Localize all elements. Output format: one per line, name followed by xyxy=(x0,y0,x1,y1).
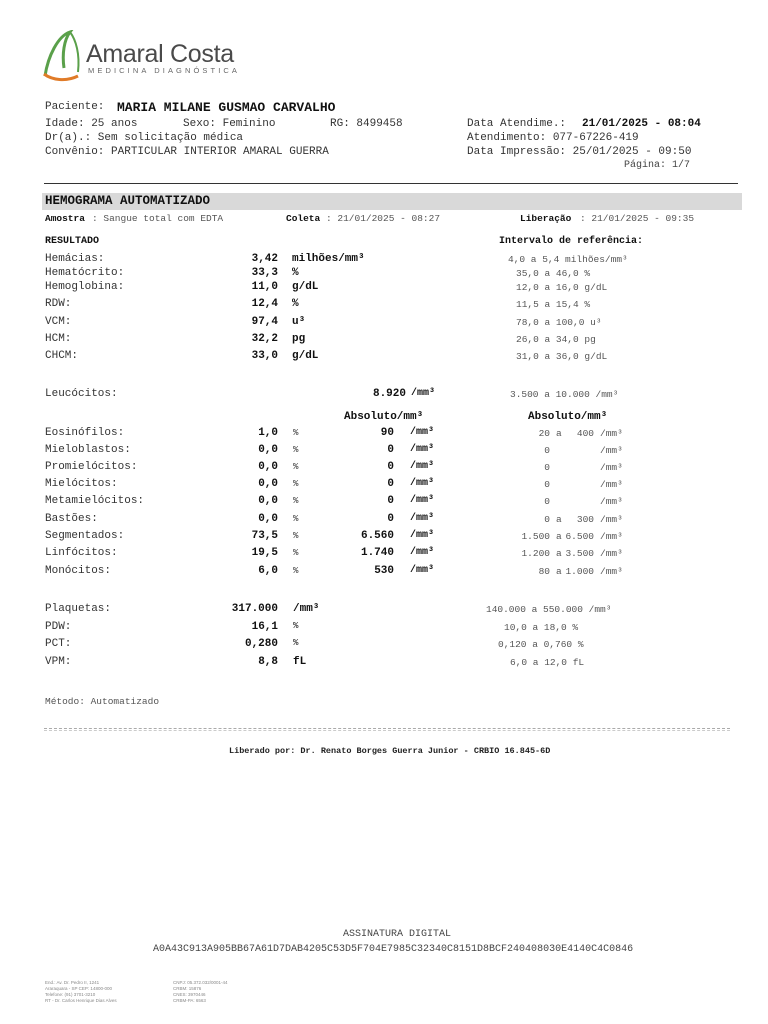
white-series-absolute-unit: /mm³ xyxy=(410,530,435,541)
platelet-unit: % xyxy=(293,621,299,631)
red-series-reference: 11,5 a 15,4 % xyxy=(516,299,591,310)
white-series-reference-min: 0 xyxy=(544,445,550,456)
white-series-reference-sep: a xyxy=(556,514,562,525)
platelet-value: 16,1 xyxy=(251,621,278,633)
white-series-reference-min: 1.500 xyxy=(521,531,550,542)
exam-title: HEMOGRAMA AUTOMATIZADO xyxy=(45,194,211,208)
section-divider xyxy=(44,728,730,729)
red-series-reference: 31,0 a 36,0 g/dL xyxy=(516,351,608,362)
white-series-reference-sep: a xyxy=(556,428,562,439)
white-series-absolute: 1.740 xyxy=(360,547,394,559)
white-series-reference-max: 300 xyxy=(576,514,594,525)
red-series-unit: u³ xyxy=(292,316,306,328)
result-header: RESULTADO xyxy=(45,236,100,247)
white-series-percent-unit: % xyxy=(293,445,299,455)
white-series-percent: 0,0 xyxy=(258,478,278,490)
white-series-reference-min: 80 xyxy=(538,566,550,577)
red-series-unit: pg xyxy=(292,333,306,345)
white-series-percent-unit: % xyxy=(293,566,299,576)
red-series-reference: 12,0 a 16,0 g/dL xyxy=(516,282,608,293)
white-series-percent: 0,0 xyxy=(258,495,278,507)
absolute-header: Absoluto/mm³ xyxy=(344,411,424,423)
white-series-percent: 19,5 xyxy=(251,547,278,559)
white-series-absolute-unit: /mm³ xyxy=(410,427,435,438)
white-series-absolute-unit: /mm³ xyxy=(410,461,435,472)
collect-value: : 21/01/2025 - 08:27 xyxy=(326,213,441,224)
white-series-percent-unit: % xyxy=(293,496,299,506)
white-series-reference-min: 0 xyxy=(544,496,550,507)
white-series-percent: 0,0 xyxy=(258,461,278,473)
footer-address: End.: Av. Dr. Pedro II, 1241 Araraquara - SP CEP: 14800-000 Telefone: (91) 3701-3210 RT - Dr. Carlos Henrique Dias Alves xyxy=(45,980,117,1003)
red-series-reference: 4,0 a 5,4 milhões/mm³ xyxy=(508,254,628,265)
white-series-reference-min: 20 xyxy=(538,428,550,439)
patient-label: Paciente: xyxy=(45,101,105,113)
platelet-unit: /mm³ xyxy=(293,603,320,615)
white-series-absolute-unit: /mm³ xyxy=(410,547,435,558)
leukocytes-reference: 3.500 a 10.000 /mm³ xyxy=(510,389,619,400)
release-label: Liberação xyxy=(520,213,572,224)
platelet-reference: 6,0 a 12,0 fL xyxy=(510,657,585,668)
white-series-absolute: 0 xyxy=(387,513,394,525)
leukocytes-label: Leucócitos: xyxy=(45,388,118,400)
red-series-value: 33,3 xyxy=(251,267,278,279)
white-series-label: Segmentados: xyxy=(45,530,125,542)
red-series-value: 12,4 xyxy=(251,298,278,310)
platelet-value: 0,280 xyxy=(244,638,278,650)
method-text: Método: Automatizado xyxy=(45,696,160,707)
white-series-reference-max: 6.500 xyxy=(565,531,594,542)
white-series-percent: 0,0 xyxy=(258,444,278,456)
white-series-percent-unit: % xyxy=(293,428,299,438)
white-series-absolute-unit: /mm³ xyxy=(410,495,435,506)
attendance-number: Atendimento: 077-67226-419 xyxy=(467,132,639,144)
platelet-reference: 0,120 a 0,760 % xyxy=(498,639,584,650)
patient-rg: RG: 8499458 xyxy=(330,118,403,130)
white-series-absolute-unit: /mm³ xyxy=(410,565,435,576)
white-series-absolute: 0 xyxy=(387,461,394,473)
reference-absolute-header: Absoluto/mm³ xyxy=(528,411,608,423)
red-series-value: 33,0 xyxy=(251,350,278,362)
red-series-label: CHCM: xyxy=(45,350,79,362)
attendance-date-label: Data Atendime.: xyxy=(467,118,567,130)
white-series-percent-unit: % xyxy=(293,548,299,558)
white-series-absolute: 0 xyxy=(387,478,394,490)
red-series-label: Hematócrito: xyxy=(45,267,125,279)
white-series-reference-min: 0 xyxy=(544,514,550,525)
white-series-reference-min: 0 xyxy=(544,462,550,473)
patient-insurance: Convênio: PARTICULAR INTERIOR AMARAL GUERRA xyxy=(45,146,329,158)
white-series-reference-sep: a xyxy=(556,531,562,542)
white-series-absolute: 530 xyxy=(374,565,394,577)
white-series-reference-max: 3.500 xyxy=(565,548,594,559)
platelet-reference: 10,0 a 18,0 % xyxy=(504,622,579,633)
patient-doctor: Dr(a).: Sem solicitação médica xyxy=(45,132,244,144)
white-series-label: Mieloblastos: xyxy=(45,444,131,456)
white-series-absolute-unit: /mm³ xyxy=(410,478,435,489)
sample-value: : Sangue total com EDTA xyxy=(92,213,224,224)
white-series-reference-unit: /mm³ xyxy=(600,496,623,507)
white-series-label: Metamielócitos: xyxy=(45,495,145,507)
platelet-reference: 140.000 a 550.000 /mm³ xyxy=(486,604,612,615)
white-series-label: Monócitos: xyxy=(45,565,112,577)
white-series-absolute: 0 xyxy=(387,444,394,456)
white-series-reference-sep: a xyxy=(556,566,562,577)
platelet-label: PCT: xyxy=(45,638,72,650)
red-series-reference: 35,0 a 46,0 % xyxy=(516,268,591,279)
white-series-reference-min: 0 xyxy=(544,479,550,490)
release-value: : 21/01/2025 - 09:35 xyxy=(580,213,695,224)
white-series-label: Linfócitos: xyxy=(45,547,118,559)
platelet-value: 317.000 xyxy=(231,603,278,615)
red-series-unit: g/dL xyxy=(292,281,319,293)
white-series-percent: 1,0 xyxy=(258,427,278,439)
red-series-label: RDW: xyxy=(45,298,72,310)
white-series-reference-unit: /mm³ xyxy=(600,479,623,490)
reference-header: Intervalo de referência: xyxy=(499,236,644,247)
white-series-label: Eosinófilos: xyxy=(45,427,125,439)
platelet-unit: % xyxy=(293,638,299,648)
white-series-label: Promielócitos: xyxy=(45,461,138,473)
red-series-unit: g/dL xyxy=(292,350,319,362)
red-series-value: 32,2 xyxy=(251,333,278,345)
white-series-percent-unit: % xyxy=(293,479,299,489)
red-series-value: 97,4 xyxy=(251,316,278,328)
red-series-label: Hemácias: xyxy=(45,253,105,265)
red-series-unit: % xyxy=(292,267,299,279)
platelet-value: 8,8 xyxy=(258,656,278,668)
white-series-reference-unit: /mm³ xyxy=(600,566,623,577)
white-series-label: Mielócitos: xyxy=(45,478,118,490)
white-series-absolute: 6.560 xyxy=(360,530,394,542)
platelet-label: Plaquetas: xyxy=(45,603,112,615)
white-series-absolute-unit: /mm³ xyxy=(410,513,435,524)
white-series-reference-sep: a xyxy=(556,548,562,559)
print-date: Data Impressão: 25/01/2025 - 09:50 xyxy=(467,146,692,158)
header-divider xyxy=(44,183,738,184)
red-series-value: 3,42 xyxy=(251,253,278,265)
red-series-label: VCM: xyxy=(45,316,72,328)
red-series-label: HCM: xyxy=(45,333,72,345)
white-series-absolute: 90 xyxy=(380,427,394,439)
patient-sex: Sexo: Feminino xyxy=(183,118,276,130)
white-series-absolute: 0 xyxy=(387,495,394,507)
footer-registrations: CNPJ: 05.372.032/0001-44 CRBM: 15876 CNES: 3970446 CRBM-PA: 6563 xyxy=(173,980,228,1003)
white-series-reference-unit: /mm³ xyxy=(600,428,623,439)
white-series-percent-unit: % xyxy=(293,531,299,541)
white-series-absolute-unit: /mm³ xyxy=(410,444,435,455)
patient-name: MARIA MILANE GUSMAO CARVALHO xyxy=(117,100,336,115)
page-number: Página: 1/7 xyxy=(624,160,691,171)
white-series-reference-unit: /mm³ xyxy=(600,531,623,542)
white-series-percent-unit: % xyxy=(293,514,299,524)
white-series-reference-unit: /mm³ xyxy=(600,445,623,456)
platelet-unit: fL xyxy=(293,656,307,668)
red-series-value: 11,0 xyxy=(251,281,278,293)
white-series-reference-min: 1.200 xyxy=(521,548,550,559)
logo-subtitle: MEDICINA DIAGNÓSTICA xyxy=(88,66,241,75)
white-series-reference-max: 400 xyxy=(576,428,594,439)
logo-name: Amaral Costa xyxy=(86,40,234,68)
attendance-date-value: 21/01/2025 - 08:04 xyxy=(582,118,701,130)
platelet-label: VPM: xyxy=(45,656,72,668)
white-series-percent: 73,5 xyxy=(251,530,278,542)
leukocytes-value: 8.920 xyxy=(372,388,406,400)
white-series-label: Bastões: xyxy=(45,513,98,525)
red-series-unit: % xyxy=(292,298,299,310)
white-series-reference-unit: /mm³ xyxy=(600,462,623,473)
red-series-reference: 26,0 a 34,0 pg xyxy=(516,334,596,345)
white-series-percent-unit: % xyxy=(293,462,299,472)
digital-signature-label: ASSINATURA DIGITAL xyxy=(343,929,452,940)
white-series-percent: 6,0 xyxy=(258,565,278,577)
red-series-reference: 78,0 a 100,0 u³ xyxy=(516,317,602,328)
platelet-label: PDW: xyxy=(45,621,72,633)
red-series-unit: milhões/mm³ xyxy=(292,253,365,265)
leukocytes-unit: /mm³ xyxy=(411,388,436,399)
released-by: Liberado por: Dr. Renato Borges Guerra Junior - CRBIO 16.845-6D xyxy=(229,746,551,756)
red-series-label: Hemoglobina: xyxy=(45,281,125,293)
collect-label: Coleta xyxy=(286,213,321,224)
digital-signature-hash: A0A43C913A905BB67A61D7DAB4205C53D5F704E7985C32340C8151D8BCF240408030E4140C4C0846 xyxy=(153,944,634,955)
white-series-reference-unit: /mm³ xyxy=(600,514,623,525)
sample-label: Amostra xyxy=(45,213,85,224)
white-series-reference-unit: /mm³ xyxy=(600,548,623,559)
white-series-reference-max: 1.000 xyxy=(565,566,594,577)
patient-age: Idade: 25 anos xyxy=(45,118,138,130)
section-divider-secondary xyxy=(44,730,730,731)
white-series-percent: 0,0 xyxy=(258,513,278,525)
